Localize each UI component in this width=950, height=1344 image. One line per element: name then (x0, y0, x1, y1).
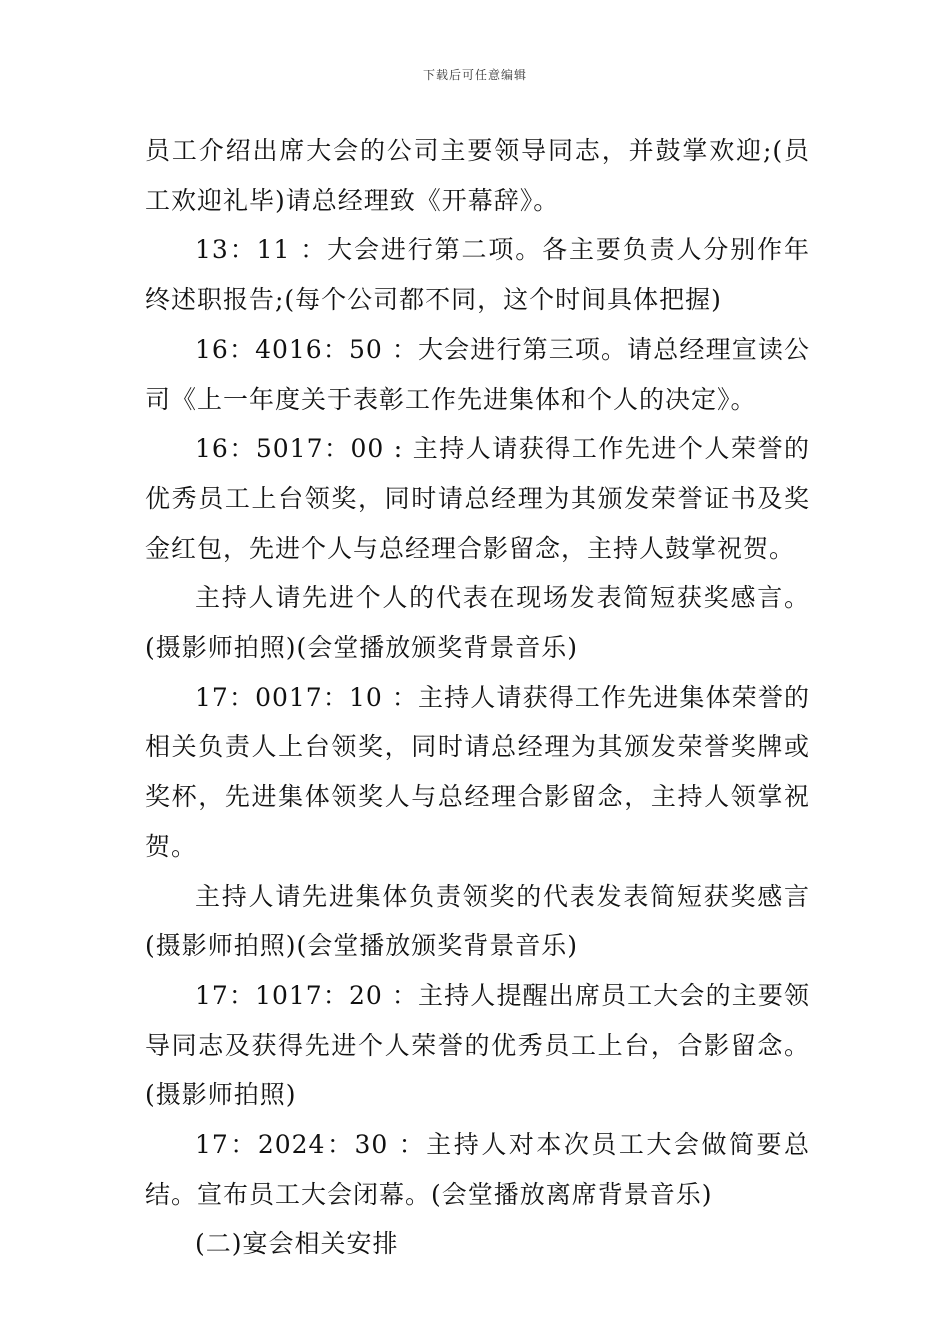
section-heading-banquet: (二)宴会相关安排 (195, 1229, 399, 1259)
paragraph-group-speech: 主持人请先进集体负责领奖的代表发表简短获奖感言(摄影师拍照)(会堂播放颁奖背景音乐) (145, 881, 810, 961)
paragraph-group-award: 17：0017：10 ：主持人请获得工作先进集体荣誉的相关负责人上台领奖，同时请总经理为其颁发荣誉奖牌或奖杯，先进集体领奖人与总经理合影留念，主持人领掌祝贺。 (145, 682, 810, 861)
paragraph-individual-award: 16：5017：00 : 主持人请获得工作先进个人荣誉的优秀员工上台领奖，同时请总经理为其颁发荣誉证书及奖金红包，先进个人与总经理合影留念，主持人鼓掌祝贺。 (145, 434, 810, 563)
document-body (145, 126, 810, 1269)
paragraph-individual-speech: 主持人请先进个人的代表在现场发表简短获奖感言。(摄影师拍照)(会堂播放颁奖背景音乐) (145, 583, 810, 663)
paragraph-item-3: 16：4016：50 ：大会进行第三项。请总经理宣读公司《上一年度关于表彰工作先进集体和个人的决定》。 (145, 334, 810, 414)
paragraph-group-photo: 17：1017：20 ：主持人提醒出席员工大会的主要领导同志及获得先进个人荣誉的优秀员工上台，合影留念。(摄影师拍照) (145, 980, 810, 1110)
paragraph-closing: 17：2024：30 ：主持人对本次员工大会做简要总结。宣布员工大会闭幕。(会堂播放离席背景音乐) (145, 1130, 810, 1209)
paragraph-item-2: 13：11 ：大会进行第二项。各主要负责人分别作年终述职报告;(每个公司都不同，这个时间具体把握) (145, 235, 810, 315)
paragraph-welcome: 员工介绍出席大会的公司主要领导同志，并鼓掌欢迎;(员工欢迎礼毕)请总经理致《开幕辞》。 (145, 136, 810, 215)
header-note: 下载后可任意编辑 (422, 68, 527, 82)
